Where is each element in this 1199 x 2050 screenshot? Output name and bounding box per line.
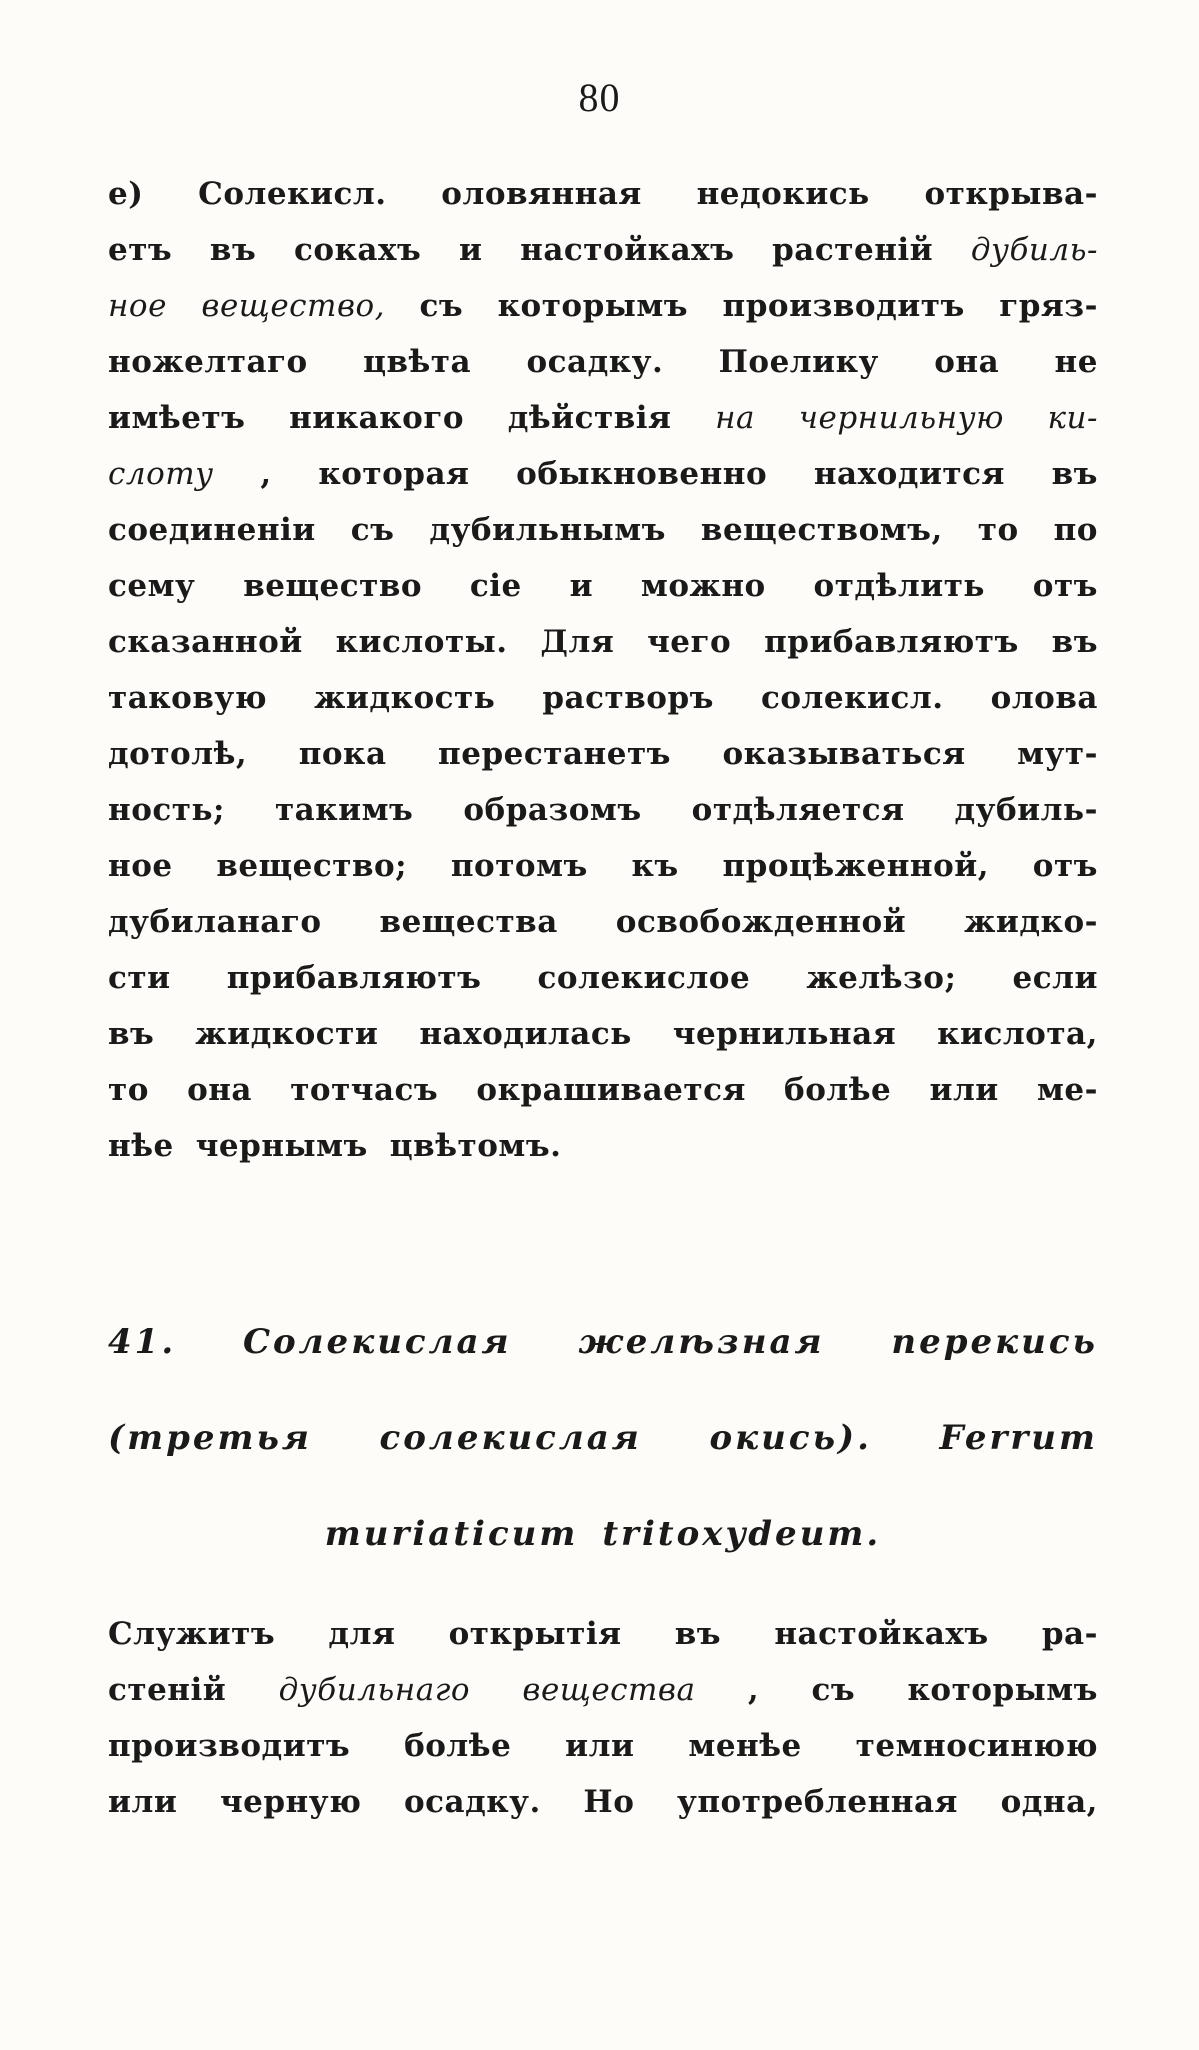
- word: настойкахъ: [774, 1616, 989, 1652]
- text-line: [108, 1062, 1098, 1118]
- word: прибавляютъ: [764, 624, 1019, 660]
- word: окись).: [709, 1418, 872, 1458]
- text-line: [108, 334, 1098, 390]
- word: на: [715, 400, 756, 436]
- word: тотчасъ: [290, 1072, 439, 1108]
- word: дубиль-: [954, 792, 1098, 828]
- word: которымъ: [907, 1672, 1098, 1708]
- word: олова: [990, 680, 1098, 716]
- word: или: [929, 1072, 999, 1108]
- word: производитъ: [108, 1728, 351, 1764]
- word: вещества: [379, 904, 558, 940]
- word: жидкости: [195, 1016, 379, 1052]
- word: солекисл.: [761, 680, 944, 716]
- word: открытія: [448, 1616, 622, 1652]
- word: ножелтаго: [108, 344, 308, 380]
- text-line: [108, 1486, 1098, 1582]
- word: недокись: [696, 176, 870, 212]
- word: одна,: [1000, 1784, 1098, 1820]
- word: растеній: [772, 232, 934, 268]
- word: съ: [350, 512, 395, 548]
- word: оловянная: [441, 176, 642, 212]
- word: процѣженной,: [722, 848, 990, 884]
- word: которымъ: [497, 288, 689, 324]
- word: чернымъ: [195, 1128, 368, 1164]
- word: въ: [1051, 624, 1098, 660]
- word: сему: [108, 568, 196, 604]
- word: Солекислая: [242, 1322, 512, 1362]
- word: окрашивается: [476, 1072, 746, 1108]
- word: сказанной: [108, 624, 303, 660]
- word: никакого: [289, 400, 465, 436]
- word: не: [1054, 344, 1098, 380]
- word: дубиль-: [970, 232, 1098, 268]
- text-line: [108, 278, 1098, 334]
- word: открыва-: [924, 176, 1098, 212]
- word: то: [977, 512, 1019, 548]
- word: солекислая: [379, 1418, 642, 1458]
- word: то: [108, 1072, 149, 1108]
- section-heading: [108, 1294, 1098, 1582]
- text-line: [108, 1390, 1098, 1486]
- word: ра-: [1041, 1616, 1098, 1652]
- word: нѣе: [108, 1128, 174, 1164]
- word: можно: [640, 568, 766, 604]
- word: или: [565, 1728, 635, 1764]
- text-line: [108, 1294, 1098, 1390]
- word: цвѣта: [363, 344, 472, 380]
- word: Служитъ: [108, 1616, 276, 1652]
- word: (третья: [108, 1418, 312, 1458]
- word: осадку.: [403, 1784, 541, 1820]
- word: muriaticum: [324, 1514, 579, 1554]
- word: соединеніи: [108, 512, 316, 548]
- text-line: [108, 838, 1098, 894]
- word: отъ: [1032, 848, 1098, 884]
- word: дотолѣ,: [108, 736, 248, 772]
- word: желѣзная: [578, 1322, 825, 1362]
- word: етъ: [108, 232, 173, 268]
- word: по: [1053, 512, 1098, 548]
- word: Солекисл.: [198, 176, 387, 212]
- word: болѣе: [784, 1072, 892, 1108]
- word: съ: [419, 288, 464, 324]
- word: растворъ: [542, 680, 714, 716]
- word: гряз-: [999, 288, 1098, 324]
- text-line: [108, 222, 1098, 278]
- word: употребленная: [677, 1784, 958, 1820]
- word: и: [458, 232, 483, 268]
- paragraph-1: [108, 166, 1098, 1174]
- word: чернильную: [798, 400, 1004, 436]
- word: въ: [674, 1616, 722, 1652]
- text-line: [108, 558, 1098, 614]
- word: темносинюю: [855, 1728, 1098, 1764]
- word: для: [328, 1616, 396, 1652]
- word: она: [187, 1072, 253, 1108]
- word: въ: [1051, 456, 1098, 492]
- word: е): [108, 176, 144, 212]
- page-number: 80: [578, 75, 621, 120]
- text-line: [108, 614, 1098, 670]
- word: 41.: [108, 1322, 177, 1362]
- word: чего: [647, 624, 732, 660]
- word: менѣе: [688, 1728, 802, 1764]
- word: таковую: [108, 680, 268, 716]
- word: или: [108, 1784, 178, 1820]
- word: ,: [260, 456, 272, 492]
- word: жидко-: [964, 904, 1098, 940]
- word: ность;: [108, 792, 225, 828]
- word: обыкновенно: [516, 456, 768, 492]
- word: ме-: [1036, 1072, 1098, 1108]
- text-line: [108, 950, 1098, 1006]
- word: солекислое: [537, 960, 751, 996]
- word: настойкахъ: [520, 232, 735, 268]
- text-line: [108, 446, 1098, 502]
- text-line: [108, 1718, 1098, 1774]
- word: перестанетъ: [438, 736, 671, 772]
- word: стеній: [108, 1672, 227, 1708]
- word: сіе: [469, 568, 522, 604]
- word: сти: [108, 960, 171, 996]
- word: если: [1012, 960, 1098, 996]
- word: мут-: [1017, 736, 1098, 772]
- word: она: [934, 344, 1000, 380]
- text-line: [108, 782, 1098, 838]
- text-line: [108, 390, 1098, 446]
- word: Но: [583, 1784, 635, 1820]
- word: въ: [209, 232, 257, 268]
- word: цвѣтомъ.: [389, 1128, 562, 1164]
- text-line: [108, 1662, 1098, 1718]
- word: образомъ: [463, 792, 642, 828]
- word: перекись: [891, 1322, 1098, 1362]
- word: черную: [219, 1784, 362, 1820]
- word: отъ: [1032, 568, 1098, 604]
- word: жидкость: [314, 680, 496, 716]
- word: осадку.: [526, 344, 664, 380]
- word: болѣе: [404, 1728, 512, 1764]
- word: къ: [631, 848, 679, 884]
- word: находится: [813, 456, 1005, 492]
- word: вещество;: [216, 848, 408, 884]
- paragraph-2: [108, 1606, 1098, 1830]
- word: производитъ: [722, 288, 965, 324]
- word: ное: [108, 848, 173, 884]
- text-line: [108, 166, 1098, 222]
- word: имѣетъ: [108, 400, 246, 436]
- word: Поелику: [718, 344, 879, 380]
- word: прибавляютъ: [226, 960, 482, 996]
- word: ,: [747, 1672, 760, 1708]
- word: отдѣлить: [813, 568, 985, 604]
- text-line: [108, 1006, 1098, 1062]
- word: освобожденной: [615, 904, 907, 940]
- word: отдѣляется: [691, 792, 905, 828]
- word: и: [569, 568, 594, 604]
- word: пока: [298, 736, 387, 772]
- word: вещество: [243, 568, 423, 604]
- word: находилась: [419, 1016, 632, 1052]
- word: такимъ: [274, 792, 414, 828]
- word: Для: [540, 624, 615, 660]
- word: кислота,: [937, 1016, 1098, 1052]
- word: ное: [108, 288, 167, 324]
- text-line: [108, 1606, 1098, 1662]
- word: чернильная: [672, 1016, 897, 1052]
- word: веществомъ,: [700, 512, 943, 548]
- word: съ: [811, 1672, 856, 1708]
- word: tritoxydeum.: [602, 1514, 882, 1554]
- word: сокахъ: [293, 232, 422, 268]
- word: вещество,: [201, 288, 386, 324]
- word: потомъ: [450, 848, 588, 884]
- word: дубильнаго: [278, 1672, 471, 1708]
- word: которая: [318, 456, 470, 492]
- text-line: [108, 1774, 1098, 1830]
- word: дубильнымъ: [429, 512, 666, 548]
- word: въ: [108, 1016, 155, 1052]
- word: кислоты.: [335, 624, 508, 660]
- word: желѣзо;: [806, 960, 957, 996]
- text-line: [108, 502, 1098, 558]
- word: оказываться: [722, 736, 966, 772]
- word: вещества: [522, 1672, 696, 1708]
- text-line: [108, 894, 1098, 950]
- text-line: [108, 670, 1098, 726]
- text-line: [108, 726, 1098, 782]
- word: ки-: [1047, 400, 1098, 436]
- text-line: [108, 1118, 1098, 1174]
- word: слоту: [108, 456, 214, 492]
- word: Ferrum: [939, 1418, 1098, 1458]
- word: дубиланаго: [108, 904, 322, 940]
- word: дѣйствія: [507, 400, 672, 436]
